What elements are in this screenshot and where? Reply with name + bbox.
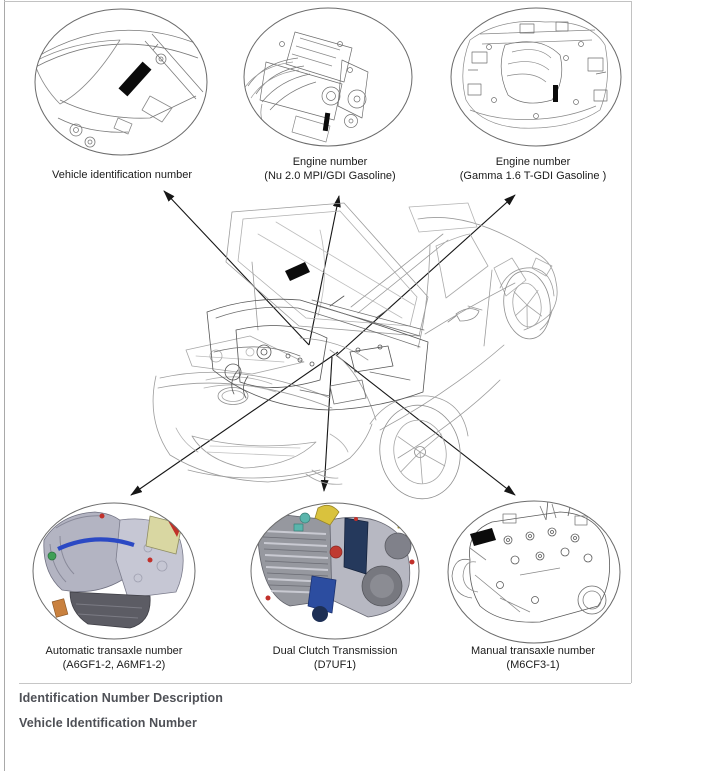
- dct-inset: [258, 505, 415, 622]
- callout-label-line: Dual Clutch Transmission: [272, 645, 398, 657]
- nu-engine-callout-label: [220, 155, 440, 183]
- bolt-circles: [497, 528, 593, 604]
- callout-label-line: (A6GF1-2, A6MF1-2): [62, 659, 166, 671]
- callout-label-line: Automatic transaxle number: [45, 645, 183, 657]
- manual-transaxle-callout-label: [423, 644, 643, 672]
- transaxle-number-marker: [470, 528, 496, 546]
- car-illustration: [153, 203, 557, 505]
- subsection-heading: Vehicle Identification Number: [19, 716, 197, 730]
- arrow-to-vin-label: [164, 191, 309, 345]
- callout-label-line: (Gamma 1.6 T-GDI Gasoline ): [459, 170, 607, 182]
- arrow-to-dct: [324, 357, 332, 491]
- auto-transaxle-callout-label: [4, 644, 224, 672]
- dct-callout-label: [225, 644, 445, 672]
- callout-label-line: Engine number: [495, 156, 571, 168]
- callout-label-line: (D7UF1): [313, 659, 357, 671]
- nu-engine-inset: [243, 32, 368, 142]
- arrow-to-manual-transaxle: [336, 355, 515, 495]
- gamma-engine-callout-label: [423, 155, 643, 183]
- gamma-engine-inset: [463, 21, 608, 128]
- manual-transaxle-inset: [452, 494, 610, 622]
- arrow-to-nu-engine-label: [309, 196, 339, 345]
- vin-plate-marker: [285, 262, 310, 281]
- auto-transaxle-inset: [44, 512, 183, 628]
- callout-label-line: Vehicle identification number: [51, 169, 193, 181]
- section-heading: Identification Number Description: [19, 691, 224, 705]
- gamma-engine-callout-circle: [451, 8, 621, 146]
- vin-callout-label: [12, 168, 232, 182]
- callout-arrows: [131, 191, 515, 495]
- callout-label-line: Manual transaxle number: [470, 645, 596, 657]
- callout-label-line: (M6CF3-1): [506, 659, 560, 671]
- engine-number-marker-gamma: [553, 85, 558, 102]
- callout-label-line: Engine number: [292, 156, 368, 168]
- callout-label-line: (Nu 2.0 MPI/GDI Gasoline): [264, 170, 396, 182]
- vin-plate-marker-inset: [118, 62, 151, 97]
- manual-transaxle-callout-circle: [448, 501, 620, 643]
